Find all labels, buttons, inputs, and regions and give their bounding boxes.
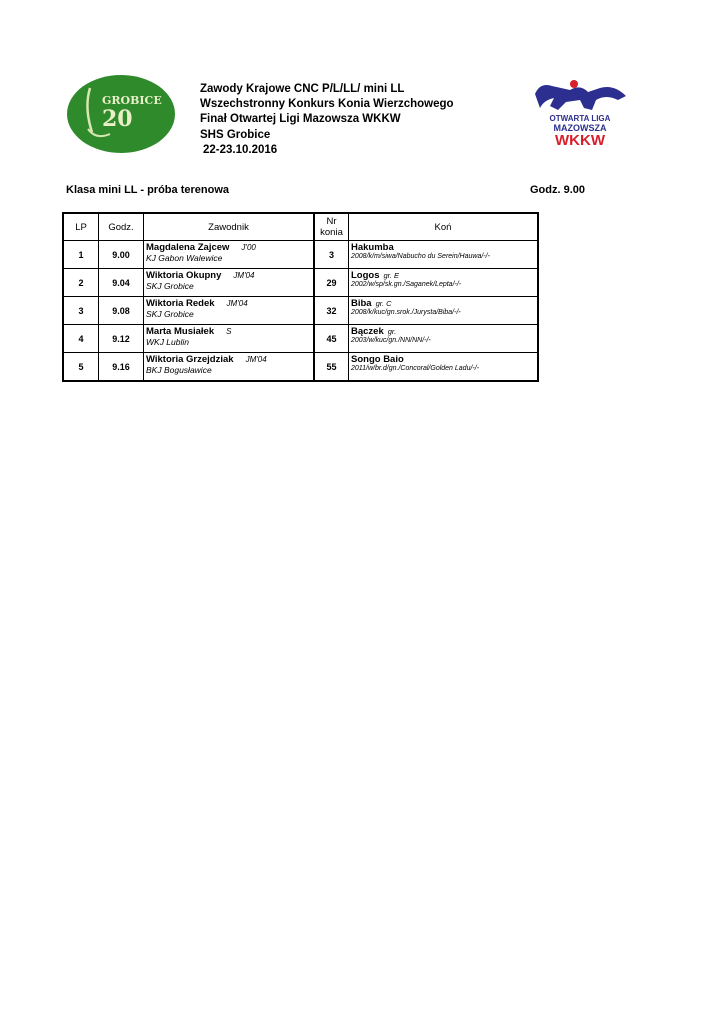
row-horse <box>349 241 539 269</box>
svg-text:20: 20 <box>102 106 133 132</box>
row-rider <box>144 325 315 353</box>
event-title: Zawody Krajowe CNC P/L/LL/ mini LL <box>200 83 405 95</box>
row-rider <box>144 241 315 269</box>
svg-text:OTWARTA LIGA: OTWARTA LIGA <box>549 114 611 123</box>
row-time: 9.08 <box>99 297 144 325</box>
rider-category: JM'04 <box>226 299 248 308</box>
rider-club: SKJ Grobice <box>146 281 194 291</box>
row-horse-number: 55 <box>314 353 349 382</box>
row-rider <box>144 269 315 297</box>
rider-category: JM'04 <box>245 355 267 364</box>
rider-name: Magdalena Zajcew <box>146 242 230 253</box>
horse-pedigree: 2008/k/kuc/gn.srok./Jurysta/Biba/-/- <box>351 309 461 316</box>
horse-name: Biba <box>351 298 372 309</box>
row-horse <box>349 353 539 382</box>
event-venue: SHS Grobice <box>200 128 271 141</box>
row-horse-number: 32 <box>314 297 349 325</box>
row-horse-number: 45 <box>314 325 349 353</box>
row-rider <box>144 353 315 382</box>
table-row <box>63 325 538 353</box>
rider-club: WKJ Lublin <box>146 337 189 347</box>
start-list-table <box>62 212 539 382</box>
rider-name: Wiktoria Redek <box>146 298 215 309</box>
horse-name: Bączek <box>351 326 384 337</box>
rider-name: Wiktoria Okupny <box>146 270 222 281</box>
horse-group: gr. E <box>383 271 400 280</box>
rider-category: J'00 <box>241 243 256 252</box>
row-time: 9.12 <box>99 325 144 353</box>
table-row <box>63 353 538 382</box>
horse-group: gr. <box>387 327 397 336</box>
rider-category: S <box>226 327 232 336</box>
header-horse: Koń <box>349 213 539 241</box>
horse-name: Hakumba <box>351 242 394 253</box>
row-lp: 1 <box>63 241 99 269</box>
rider-club: KJ Gabon Walewice <box>146 253 223 263</box>
row-time: 9.16 <box>99 353 144 382</box>
header-nr: Nr konia <box>314 213 349 241</box>
class-start-time: Godz. 9.00 <box>530 184 586 196</box>
event-final: Finał Otwartej Ligi Mazowsza WKKW <box>200 113 401 126</box>
horse-name: Logos <box>351 270 380 281</box>
svg-text:MAZOWSZA: MAZOWSZA <box>553 123 607 133</box>
row-horse-number: 3 <box>314 241 349 269</box>
rider-name: Wiktoria Grzejdziak <box>146 354 234 365</box>
table-row <box>63 269 538 297</box>
row-lp: 5 <box>63 353 99 382</box>
class-title: Klasa mini LL - próba terenowa <box>66 184 229 196</box>
horse-pedigree: 2008/k/m/siwa/Nabucho du Serein/Hauwa/-/- <box>351 253 490 260</box>
event-header <box>200 82 454 158</box>
horse-name: Songo Baio <box>351 354 404 365</box>
rider-club: SKJ Grobice <box>146 309 194 319</box>
header-time: Godz. <box>99 213 144 241</box>
grobice-logo <box>66 74 176 154</box>
horse-pedigree: 2003/w/kuc/gn./NN/NN/-/- <box>351 337 431 344</box>
event-subtitle: Wszechstronny Konkurs Konia Wierzchowego <box>200 98 454 111</box>
liga-mazowsza-logo <box>530 78 630 148</box>
row-time: 9.00 <box>99 241 144 269</box>
row-lp: 3 <box>63 297 99 325</box>
row-lp: 4 <box>63 325 99 353</box>
event-date: 22-23.10.2016 <box>203 143 278 156</box>
row-horse <box>349 297 539 325</box>
table-row <box>63 297 538 325</box>
header-lp: LP <box>63 213 99 241</box>
row-horse-number: 29 <box>314 269 349 297</box>
row-lp: 2 <box>63 269 99 297</box>
header-rider: Zawodnik <box>144 213 315 241</box>
row-horse <box>349 325 539 353</box>
rider-club: BKJ Bogusławice <box>146 365 212 375</box>
svg-text:GROBICE: GROBICE <box>102 94 162 107</box>
row-horse <box>349 269 539 297</box>
horse-pedigree: 2002/w/sp/sk.gn./Saganek/Lepta/-/- <box>351 281 462 288</box>
table-header-row <box>63 213 538 241</box>
svg-text:WKKW: WKKW <box>555 132 605 148</box>
rider-name: Marta Musiałek <box>146 326 215 337</box>
table-row <box>63 241 538 269</box>
row-time: 9.04 <box>99 269 144 297</box>
row-rider <box>144 297 315 325</box>
horse-pedigree: 2011/w/br.d/gn./Concoral/Golden Ladu/-/- <box>351 365 480 372</box>
horse-group: gr. C <box>375 299 392 308</box>
rider-category: JM'04 <box>233 271 255 280</box>
